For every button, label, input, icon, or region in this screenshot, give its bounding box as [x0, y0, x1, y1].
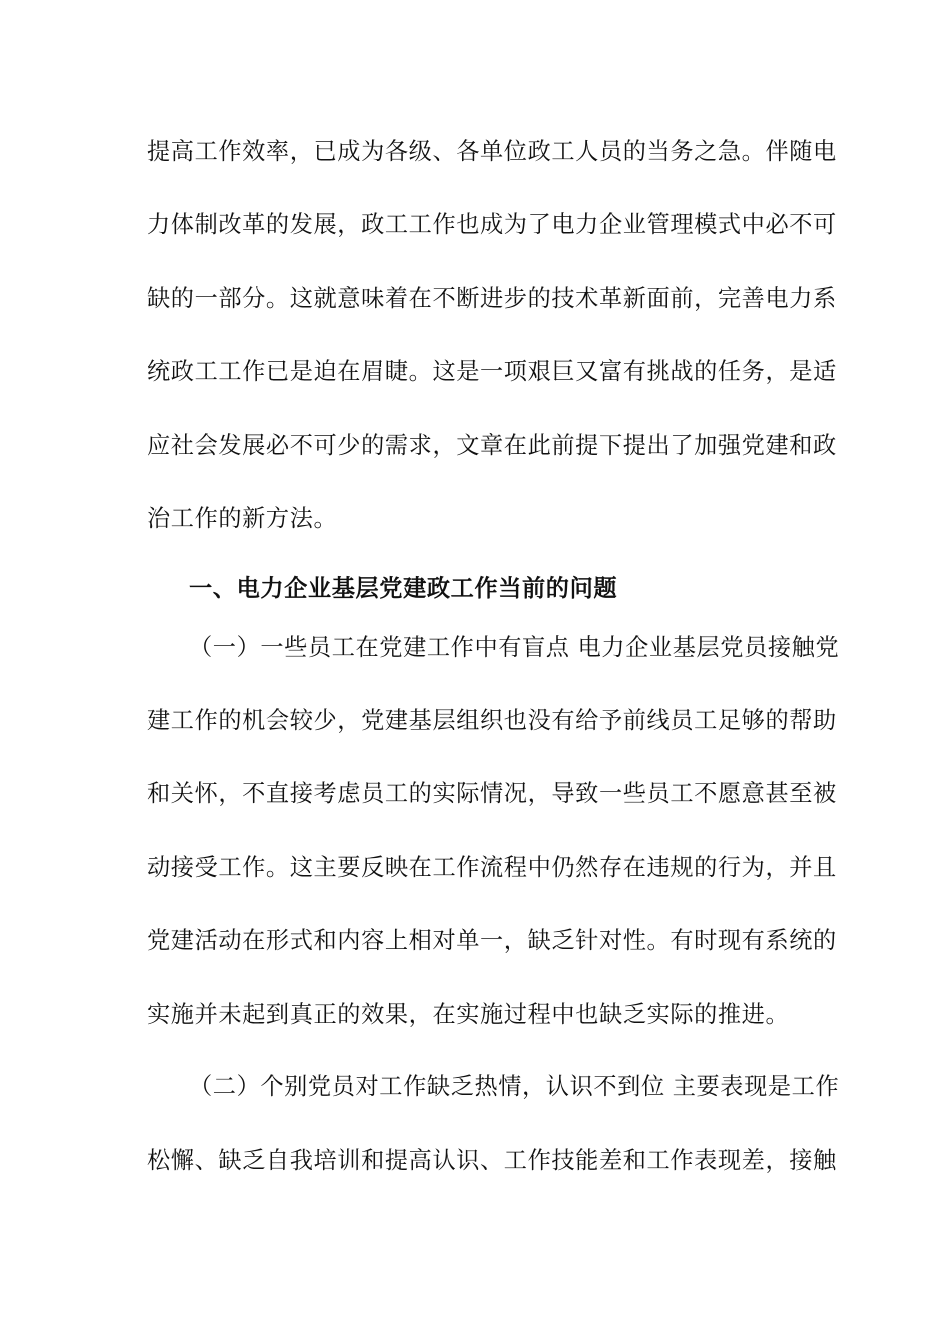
paragraph-line: 提高工作效率，已成为各级、各单位政工人员的当务之急。伴随电: [147, 138, 837, 165]
paragraph-line: 应社会发展必不可少的需求，文章在此前提下提出了加强党建和政: [147, 432, 837, 459]
paragraph-line: 党建活动在形式和内容上相对单一，缺乏针对性。有时现有系统的: [147, 927, 837, 954]
paragraph-line: （二）个别党员对工作缺乏热情，认识不到位 主要表现是工作: [189, 1073, 840, 1100]
paragraph-line: 缺的一部分。这就意味着在不断进步的技术革新面前，完善电力系: [147, 285, 837, 312]
paragraph-line: 和关怀，不直接考虑员工的实际情况，导致一些员工不愿意甚至被: [147, 780, 837, 807]
section-heading: 一、电力企业基层党建政工作当前的问题: [189, 575, 618, 602]
paragraph-line: 松懈、缺乏自我培训和提高认识、工作技能差和工作表现差，接触: [147, 1147, 837, 1174]
paragraph-line: （一）一些员工在党建工作中有盲点 电力企业基层党员接触党: [189, 634, 840, 661]
paragraph-line: 实施并未起到真正的效果，在实施过程中也缺乏实际的推进。: [147, 1001, 790, 1028]
paragraph-line: 力体制改革的发展，政工工作也成为了电力企业管理模式中必不可: [147, 211, 837, 238]
paragraph-line: 治工作的新方法。: [147, 505, 338, 532]
paragraph-line: 建工作的机会较少，党建基层组织也没有给予前线员工足够的帮助: [147, 707, 837, 734]
paragraph-line: 动接受工作。这主要反映在工作流程中仍然存在违规的行为，并且: [147, 854, 837, 881]
paragraph-line: 统政工工作已是迫在眉睫。这是一项艰巨又富有挑战的任务，是适: [147, 358, 837, 385]
